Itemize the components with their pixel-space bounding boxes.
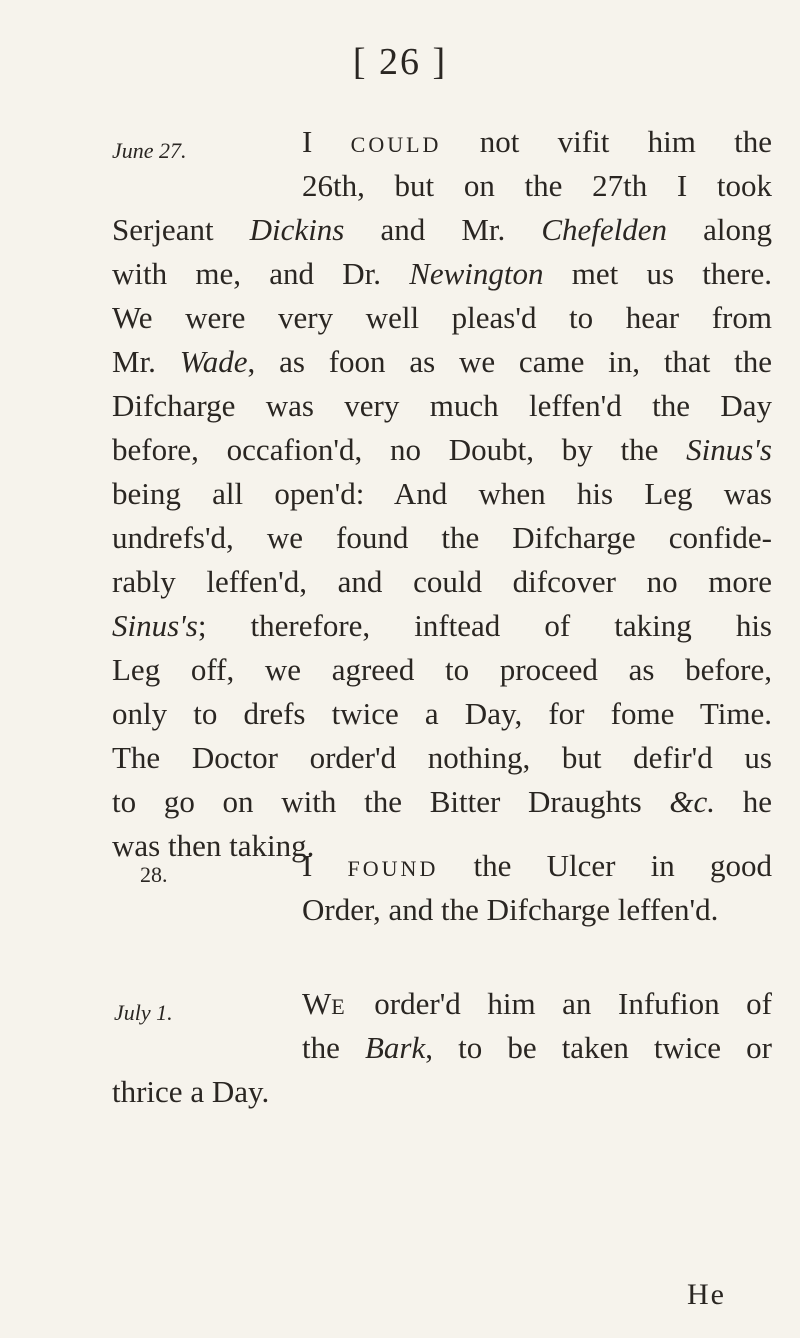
text-line: We were very well pleas'd to hear from	[112, 300, 772, 335]
text-line: 26th, but on the 27th I took	[302, 168, 772, 203]
text-line: I found the Ulcer in good	[302, 848, 773, 883]
page-number: [ 26 ]	[352, 41, 448, 83]
text-line: to go on with the Bitter Draughts &c. he	[112, 784, 772, 819]
margin-note-date: June 27.	[112, 138, 187, 163]
text-line: Leg off, we agreed to proceed as before,	[112, 652, 772, 687]
text-line: Difcharge was very much leffen'd the Day	[112, 388, 772, 423]
text-line: We order'd him an Infufion of	[302, 986, 772, 1021]
text-line: was then taking.	[112, 828, 315, 863]
catchword: He	[687, 1278, 726, 1311]
paragraph	[112, 844, 772, 932]
text-line: undrefs'd, we found the Difcharge confide-	[112, 520, 772, 555]
margin-note-date: 28.	[140, 862, 168, 887]
text-line: with me, and Dr. Newington met us there.	[112, 256, 772, 291]
text-line: Order, and the Difcharge leffen'd.	[302, 892, 719, 927]
text-line: before, occafion'd, no Doubt, by the Sinus's	[112, 432, 772, 467]
text-line: Sinus's; therefore, inftead of taking his	[112, 608, 772, 643]
text-line: being all open'd: And when his Leg was	[112, 476, 772, 511]
text-line: the Bark, to be taken twice or	[302, 1030, 772, 1065]
paragraph	[112, 120, 772, 868]
paragraph	[112, 982, 772, 1114]
text-line: rably leffen'd, and could difcover no more	[112, 564, 772, 599]
margin-note-date: July 1.	[114, 1000, 173, 1025]
text-line: thrice a Day.	[112, 1074, 270, 1109]
text-line: only to drefs twice a Day, for fome Time.	[112, 696, 772, 731]
text-line: The Doctor order'd nothing, but defir'd us	[112, 740, 772, 775]
text-line: Mr. Wade, as foon as we came in, that the	[112, 344, 772, 379]
text-line: Serjeant Dickins and Mr. Chefelden along	[112, 212, 772, 247]
text-line: I could not vifit him the	[302, 124, 773, 159]
